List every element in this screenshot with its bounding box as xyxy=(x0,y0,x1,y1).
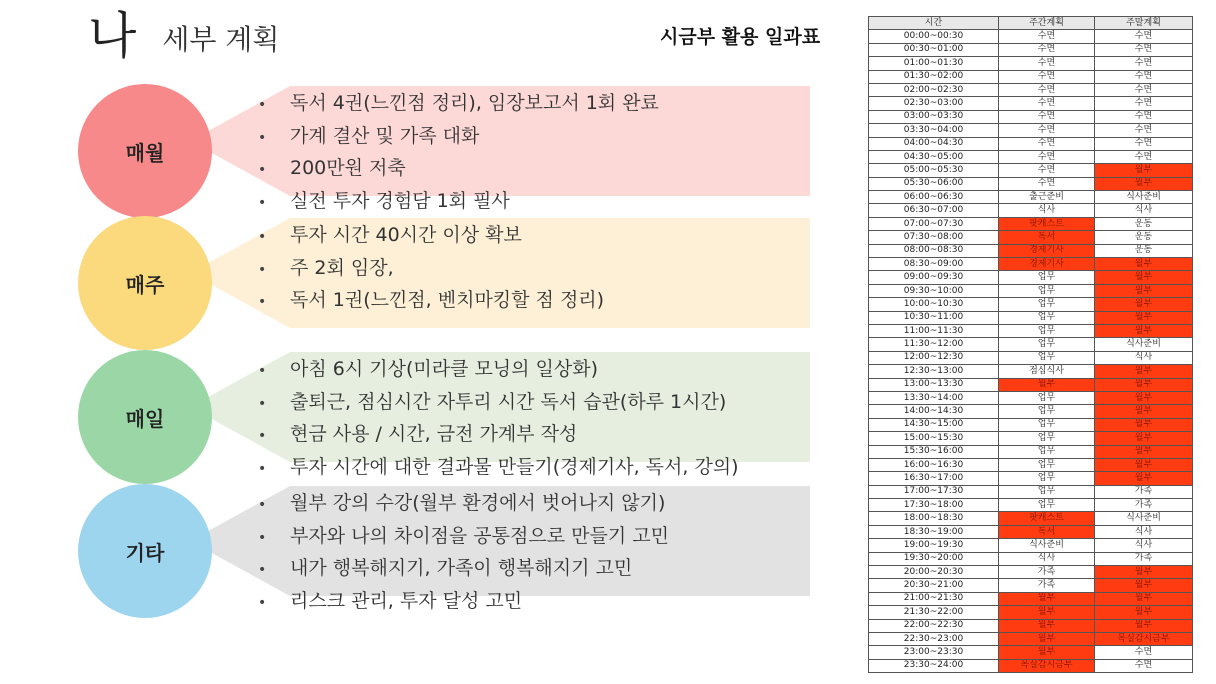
time-cell: 00:00~00:30 xyxy=(869,30,999,43)
weekend-cell: 수면 xyxy=(1095,83,1193,96)
weekday-cell: 수면 xyxy=(999,164,1095,177)
time-cell: 07:00~07:30 xyxy=(869,217,999,230)
weekend-cell: 목실감시금부 xyxy=(1095,632,1193,645)
plan-list xyxy=(258,220,604,318)
time-cell: 05:30~06:00 xyxy=(869,177,999,190)
time-cell: 02:00~02:30 xyxy=(869,83,999,96)
weekend-cell: 가족 xyxy=(1095,485,1193,498)
schedule-row xyxy=(869,432,1193,445)
time-cell: 07:30~08:00 xyxy=(869,231,999,244)
schedule-row xyxy=(869,271,1193,284)
time-cell: 01:30~02:00 xyxy=(869,70,999,83)
weekend-cell: 가족 xyxy=(1095,499,1193,512)
weekend-cell: 월부 xyxy=(1095,432,1193,445)
time-cell: 12:00~12:30 xyxy=(869,351,999,364)
plan-item: • 부자와 나의 차이점을 공통점으로 만들기 고민 xyxy=(258,521,669,554)
weekday-cell: 업무 xyxy=(999,391,1095,404)
header-time: 시간 xyxy=(869,17,999,30)
time-cell: 22:00~22:30 xyxy=(869,619,999,632)
plan-list xyxy=(258,488,669,618)
time-cell: 19:30~20:00 xyxy=(869,552,999,565)
weekday-cell: 수면 xyxy=(999,57,1095,70)
weekend-cell: 월부 xyxy=(1095,324,1193,337)
time-cell: 08:00~08:30 xyxy=(869,244,999,257)
weekday-cell: 월부 xyxy=(999,606,1095,619)
plan-row xyxy=(78,484,810,620)
time-cell: 02:30~03:00 xyxy=(869,97,999,110)
title-text: 세부 계획 xyxy=(162,23,280,56)
plan-item: • 투자 시간에 대한 결과물 만들기(경제기사, 독서, 강의) xyxy=(258,452,739,485)
schedule-row xyxy=(869,43,1193,56)
plan-item: • 출퇴근, 점심시간 자투리 시간 독서 습관(하루 1시간) xyxy=(258,387,739,420)
schedule-row xyxy=(869,539,1193,552)
weekday-cell: 업무 xyxy=(999,485,1095,498)
weekend-cell: 월부 xyxy=(1095,458,1193,471)
schedule-row xyxy=(869,191,1193,204)
schedule-header-row xyxy=(869,17,1193,30)
time-cell: 18:30~19:00 xyxy=(869,525,999,538)
period-circle: 매일 xyxy=(78,350,212,484)
time-cell: 14:30~15:00 xyxy=(869,418,999,431)
schedule-row xyxy=(869,338,1193,351)
plan-item: • 주 2회 임장, xyxy=(258,253,604,286)
plan-list xyxy=(258,88,659,218)
time-cell: 20:30~21:00 xyxy=(869,579,999,592)
weekend-cell: 월부 xyxy=(1095,164,1193,177)
time-cell: 23:00~23:30 xyxy=(869,646,999,659)
weekday-cell: 업무 xyxy=(999,311,1095,324)
weekday-cell: 수면 xyxy=(999,83,1095,96)
time-cell: 13:00~13:30 xyxy=(869,378,999,391)
table-title: 시금부 활용 일과표 xyxy=(660,26,821,48)
time-cell: 06:00~06:30 xyxy=(869,191,999,204)
schedule-row xyxy=(869,619,1193,632)
weekday-cell: 업무 xyxy=(999,418,1095,431)
plan-item: • 내가 행복해지기, 가족이 행복해지기 고민 xyxy=(258,553,669,586)
header-weekend: 주말계획 xyxy=(1095,17,1193,30)
period-circle: 매주 xyxy=(78,216,212,350)
schedule-row xyxy=(869,164,1193,177)
schedule-row xyxy=(869,150,1193,163)
schedule-row xyxy=(869,499,1193,512)
weekday-cell: 업무 xyxy=(999,445,1095,458)
weekend-cell: 식사 xyxy=(1095,204,1193,217)
weekday-cell: 점심식사 xyxy=(999,365,1095,378)
time-cell: 00:30~01:00 xyxy=(869,43,999,56)
schedule-row xyxy=(869,391,1193,404)
weekday-cell: 수면 xyxy=(999,43,1095,56)
time-cell: 08:30~09:00 xyxy=(869,258,999,271)
weekend-cell: 식사 xyxy=(1095,351,1193,364)
weekday-cell: 월부 xyxy=(999,378,1095,391)
weekend-cell: 수면 xyxy=(1095,43,1193,56)
weekday-cell: 월부 xyxy=(999,619,1095,632)
time-cell: 09:30~10:00 xyxy=(869,284,999,297)
weekend-cell: 월부 xyxy=(1095,378,1193,391)
schedule-row xyxy=(869,177,1193,190)
weekend-cell: 수면 xyxy=(1095,646,1193,659)
plan-item: • 가계 결산 및 가족 대화 xyxy=(258,121,659,154)
weekday-cell: 식사 xyxy=(999,552,1095,565)
weekday-cell: 월부 xyxy=(999,646,1095,659)
weekend-cell: 운동 xyxy=(1095,217,1193,230)
weekday-cell: 수면 xyxy=(999,30,1095,43)
weekday-cell: 업무 xyxy=(999,351,1095,364)
time-cell: 22:30~23:00 xyxy=(869,632,999,645)
schedule-row xyxy=(869,472,1193,485)
weekday-cell: 팟캐스트 xyxy=(999,512,1095,525)
weekday-cell: 수면 xyxy=(999,137,1095,150)
weekday-cell: 목실감시금부 xyxy=(999,659,1095,672)
time-cell: 09:00~09:30 xyxy=(869,271,999,284)
period-circle: 매월 xyxy=(78,84,212,218)
schedule-row xyxy=(869,204,1193,217)
period-circle: 기타 xyxy=(78,484,212,618)
weekday-cell: 업무 xyxy=(999,405,1095,418)
schedule-row xyxy=(869,97,1193,110)
schedule-row xyxy=(869,566,1193,579)
weekday-cell: 업무 xyxy=(999,499,1095,512)
schedule-row xyxy=(869,351,1193,364)
plan-item: • 아침 6시 기상(미라클 모닝의 일상화) xyxy=(258,354,739,387)
plan-row xyxy=(78,350,810,486)
schedule-row xyxy=(869,70,1193,83)
time-cell: 06:30~07:00 xyxy=(869,204,999,217)
schedule-row xyxy=(869,525,1193,538)
schedule-row xyxy=(869,552,1193,565)
weekday-cell: 경제기사 xyxy=(999,258,1095,271)
weekend-cell: 수면 xyxy=(1095,150,1193,163)
weekday-cell: 업무 xyxy=(999,472,1095,485)
weekend-cell: 월부 xyxy=(1095,418,1193,431)
weekday-cell: 식사 xyxy=(999,204,1095,217)
schedule-row xyxy=(869,606,1193,619)
plan-row xyxy=(78,216,810,352)
weekend-cell: 월부 xyxy=(1095,606,1193,619)
schedule-row xyxy=(869,124,1193,137)
weekend-cell: 월부 xyxy=(1095,258,1193,271)
weekend-cell: 식사 xyxy=(1095,539,1193,552)
schedule-row xyxy=(869,458,1193,471)
schedule-row xyxy=(869,231,1193,244)
weekend-cell: 월부 xyxy=(1095,284,1193,297)
schedule-row xyxy=(869,284,1193,297)
time-cell: 11:00~11:30 xyxy=(869,324,999,337)
time-cell: 03:30~04:00 xyxy=(869,124,999,137)
time-cell: 10:00~10:30 xyxy=(869,298,999,311)
schedule-row xyxy=(869,365,1193,378)
time-cell: 01:00~01:30 xyxy=(869,57,999,70)
schedule-row xyxy=(869,30,1193,43)
schedule-row xyxy=(869,298,1193,311)
weekend-cell: 월부 xyxy=(1095,298,1193,311)
time-cell: 04:30~05:00 xyxy=(869,150,999,163)
weekday-cell: 월부 xyxy=(999,632,1095,645)
schedule-row xyxy=(869,592,1193,605)
weekday-cell: 업무 xyxy=(999,324,1095,337)
plan-item: • 독서 1권(느낀점, 벤치마킹할 점 정리) xyxy=(258,285,604,318)
weekend-cell: 식사 xyxy=(1095,525,1193,538)
time-cell: 14:00~14:30 xyxy=(869,405,999,418)
time-cell: 17:00~17:30 xyxy=(869,485,999,498)
schedule-row xyxy=(869,311,1193,324)
plan-item: • 독서 4권(느낀점 정리), 임장보고서 1회 완료 xyxy=(258,88,659,121)
plan-item: • 현금 사용 / 시간, 금전 가계부 작성 xyxy=(258,419,739,452)
weekend-cell: 월부 xyxy=(1095,592,1193,605)
time-cell: 16:30~17:00 xyxy=(869,472,999,485)
schedule-row xyxy=(869,632,1193,645)
weekend-cell: 월부 xyxy=(1095,271,1193,284)
schedule-row xyxy=(869,418,1193,431)
weekday-cell: 수면 xyxy=(999,110,1095,123)
weekday-cell: 월부 xyxy=(999,592,1095,605)
weekend-cell: 수면 xyxy=(1095,30,1193,43)
weekday-cell: 업무 xyxy=(999,271,1095,284)
time-cell: 11:30~12:00 xyxy=(869,338,999,351)
plan-item: • 투자 시간 40시간 이상 확보 xyxy=(258,220,604,253)
schedule-row xyxy=(869,512,1193,525)
weekday-cell: 출근준비 xyxy=(999,191,1095,204)
weekend-cell: 월부 xyxy=(1095,177,1193,190)
schedule-row xyxy=(869,445,1193,458)
header-weekday: 주간계획 xyxy=(999,17,1095,30)
weekend-cell: 수면 xyxy=(1095,97,1193,110)
weekend-cell: 수면 xyxy=(1095,124,1193,137)
weekend-cell: 식사준비 xyxy=(1095,338,1193,351)
weekend-cell: 월부 xyxy=(1095,311,1193,324)
time-cell: 18:00~18:30 xyxy=(869,512,999,525)
weekend-cell: 월부 xyxy=(1095,566,1193,579)
weekend-cell: 수면 xyxy=(1095,57,1193,70)
weekend-cell: 식사준비 xyxy=(1095,191,1193,204)
plan-list xyxy=(258,354,739,484)
schedule-row xyxy=(869,485,1193,498)
weekday-cell: 업무 xyxy=(999,458,1095,471)
schedule-row xyxy=(869,378,1193,391)
weekday-cell: 가족 xyxy=(999,579,1095,592)
weekend-cell: 식사준비 xyxy=(1095,512,1193,525)
time-cell: 10:30~11:00 xyxy=(869,311,999,324)
page-title xyxy=(88,8,279,64)
weekend-cell: 수면 xyxy=(1095,137,1193,150)
schedule-row xyxy=(869,57,1193,70)
time-cell: 19:00~19:30 xyxy=(869,539,999,552)
weekday-cell: 업무 xyxy=(999,338,1095,351)
plan-item: • 200만원 저축 xyxy=(258,153,659,186)
weekend-cell: 운동 xyxy=(1095,244,1193,257)
schedule-row xyxy=(869,83,1193,96)
weekend-cell: 운동 xyxy=(1095,231,1193,244)
weekday-cell: 업무 xyxy=(999,284,1095,297)
weekend-cell: 수면 xyxy=(1095,659,1193,672)
plan-item: • 리스크 관리, 투자 달성 고민 xyxy=(258,586,669,619)
schedule-row xyxy=(869,659,1193,672)
schedule-table xyxy=(868,16,1193,673)
time-cell: 13:30~14:00 xyxy=(869,391,999,404)
schedule-row xyxy=(869,324,1193,337)
time-cell: 04:00~04:30 xyxy=(869,137,999,150)
weekday-cell: 수면 xyxy=(999,70,1095,83)
weekend-cell: 가족 xyxy=(1095,552,1193,565)
schedule-row xyxy=(869,258,1193,271)
plan-row xyxy=(78,84,810,220)
weekend-cell: 월부 xyxy=(1095,472,1193,485)
schedule-row xyxy=(869,646,1193,659)
weekend-cell: 월부 xyxy=(1095,391,1193,404)
weekday-cell: 식사준비 xyxy=(999,539,1095,552)
schedule-row xyxy=(869,137,1193,150)
title-number: 나 xyxy=(88,7,137,65)
weekday-cell: 팟캐스트 xyxy=(999,217,1095,230)
time-cell: 16:00~16:30 xyxy=(869,458,999,471)
weekday-cell: 가족 xyxy=(999,566,1095,579)
weekend-cell: 월부 xyxy=(1095,445,1193,458)
schedule-row xyxy=(869,244,1193,257)
weekday-cell: 독서 xyxy=(999,525,1095,538)
weekend-cell: 수면 xyxy=(1095,110,1193,123)
time-cell: 21:00~21:30 xyxy=(869,592,999,605)
weekday-cell: 경제기사 xyxy=(999,244,1095,257)
weekday-cell: 업무 xyxy=(999,432,1095,445)
time-cell: 20:00~20:30 xyxy=(869,566,999,579)
weekday-cell: 수면 xyxy=(999,124,1095,137)
weekday-cell: 수면 xyxy=(999,97,1095,110)
time-cell: 15:30~16:00 xyxy=(869,445,999,458)
weekend-cell: 수면 xyxy=(1095,70,1193,83)
time-cell: 15:00~15:30 xyxy=(869,432,999,445)
weekday-cell: 독서 xyxy=(999,231,1095,244)
weekday-cell: 수면 xyxy=(999,177,1095,190)
time-cell: 21:30~22:00 xyxy=(869,606,999,619)
time-cell: 17:30~18:00 xyxy=(869,499,999,512)
schedule-row xyxy=(869,217,1193,230)
schedule-row xyxy=(869,405,1193,418)
weekend-cell: 월부 xyxy=(1095,579,1193,592)
time-cell: 05:00~05:30 xyxy=(869,164,999,177)
time-cell: 23:30~24:00 xyxy=(869,659,999,672)
weekday-cell: 업무 xyxy=(999,298,1095,311)
schedule-row xyxy=(869,579,1193,592)
schedule-row xyxy=(869,110,1193,123)
weekend-cell: 월부 xyxy=(1095,405,1193,418)
weekend-cell: 월부 xyxy=(1095,619,1193,632)
weekend-cell: 월부 xyxy=(1095,365,1193,378)
plan-item: • 실전 투자 경험담 1회 필사 xyxy=(258,186,659,219)
time-cell: 03:00~03:30 xyxy=(869,110,999,123)
time-cell: 12:30~13:00 xyxy=(869,365,999,378)
plan-item: • 월부 강의 수강(월부 환경에서 벗어나지 않기) xyxy=(258,488,669,521)
weekday-cell: 수면 xyxy=(999,150,1095,163)
